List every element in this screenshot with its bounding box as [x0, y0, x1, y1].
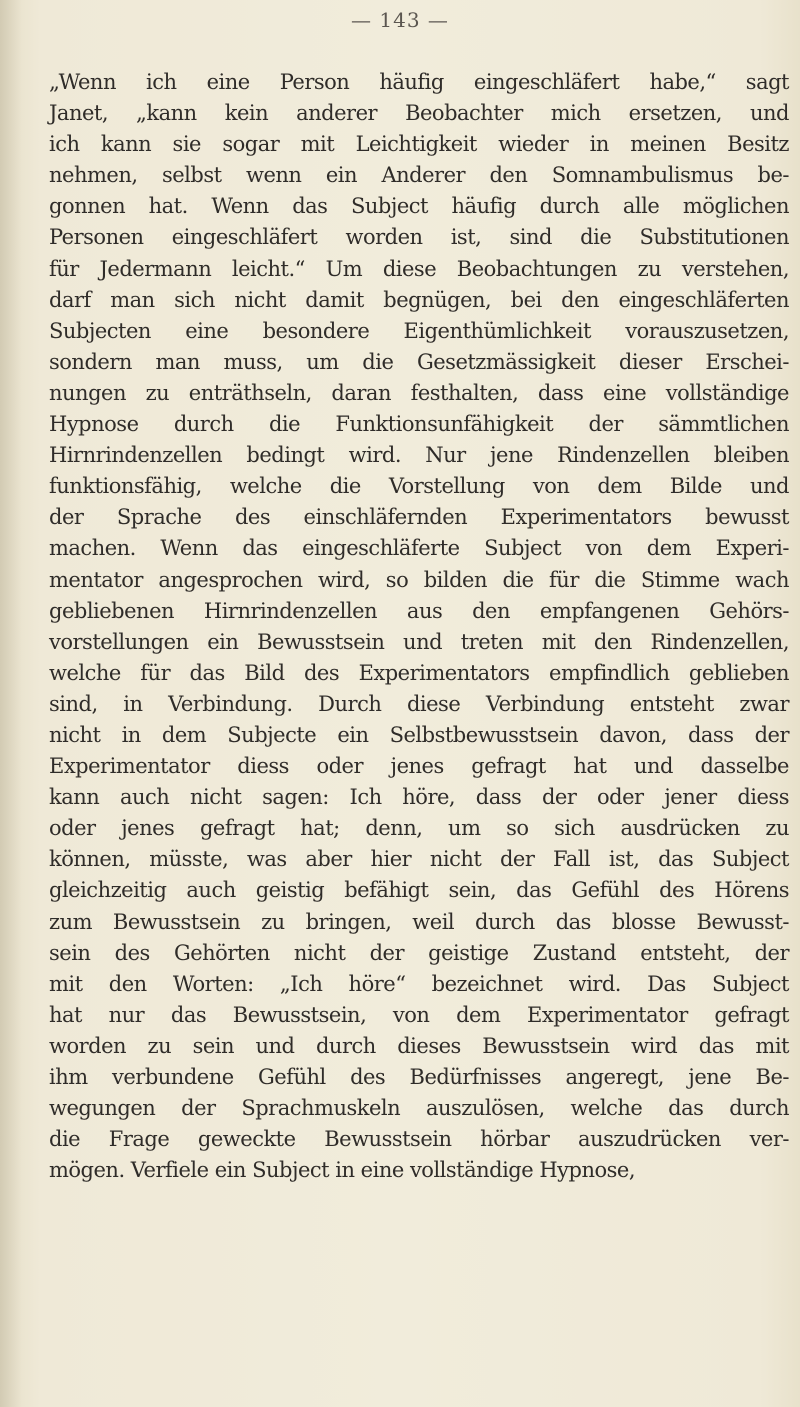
text-line: Personen eingeschläfert worden ist, sind die Substitutionen	[49, 225, 789, 250]
text-line: ihm verbundene Gefühl des Bedürfnisses angeregt, jene Be-	[49, 1065, 789, 1089]
text-line: Subjecten eine besondere Eigenthümlichkeit vorauszusetzen,	[49, 318, 789, 343]
text-line: nicht in dem Subjecte ein Selbstbewusstsein davon, dass der	[49, 722, 789, 747]
body-text	[49, 67, 789, 1186]
text-line: sein des Gehörten nicht der geistige Zustand entsteht, der	[49, 940, 789, 965]
text-line: darf man sich nicht damit begnügen, bei den eingeschläferten	[49, 287, 789, 312]
text-line: Janet, „kann kein anderer Beobachter mich ersetzen, und	[49, 101, 789, 126]
text-line: vorstellungen ein Bewusstsein und treten mit den Rindenzellen,	[49, 629, 789, 654]
text-line: für Jedermann leicht.“ Um diese Beobachtungen zu verstehen,	[49, 256, 789, 281]
text-line: Experimentator diess oder jenes gefragt hat und dasselbe	[49, 754, 789, 779]
text-line: die Frage geweckte Bewusstsein hörbar auszudrücken ver-	[49, 1127, 789, 1152]
text-line: nungen zu enträthseln, daran festhalten, dass eine vollständige	[49, 380, 789, 405]
text-line: Hypnose durch die Funktionsunfähigkeit der sämmtlichen	[49, 412, 789, 437]
text-line: mögen. Verfiele ein Subject in eine vollständige Hypnose,	[49, 1158, 636, 1183]
text-line: der Sprache des einschläfernden Experimentators bewusst	[49, 505, 789, 530]
text-line: ich kann sie sogar mit Leichtigkeit wieder in meinen Besitz	[49, 132, 789, 157]
text-line: wegungen der Sprachmuskeln auszulösen, welche das durch	[49, 1096, 789, 1121]
text-line: gebliebenen Hirnrindenzellen aus den empfangenen Gehörs-	[49, 598, 789, 623]
text-line: Hirnrindenzellen bedingt wird. Nur jene Rindenzellen bleiben	[49, 443, 789, 468]
text-line: funktionsfähig, welche die Vorstellung von dem Bilde und	[49, 474, 789, 499]
page-gutter-shadow	[0, 0, 22, 1407]
text-line: oder jenes gefragt hat; denn, um so sich ausdrücken zu	[49, 816, 789, 841]
text-line: worden zu sein und durch dieses Bewusstsein wird das mit	[49, 1033, 789, 1058]
text-line: hat nur das Bewusstsein, von dem Experimentator gefragt	[49, 1002, 789, 1027]
text-line: mentator angesprochen wird, so bilden die für die Stimme wach	[49, 567, 789, 592]
text-line: „Wenn ich eine Person häufig eingeschläfert habe,“ sagt	[49, 70, 789, 94]
text-line: sondern man muss, um die Gesetzmässigkeit dieser Erschei-	[49, 349, 789, 374]
text-line: kann auch nicht sagen: Ich höre, dass der oder jener diess	[49, 785, 789, 810]
text-line: sind, in Verbindung. Durch diese Verbindung entsteht zwar	[49, 691, 789, 716]
text-line: mit den Worten: „Ich höre“ bezeichnet wird. Das Subject	[49, 971, 789, 996]
text-line: können, müsste, was aber hier nicht der Fall ist, das Subject	[49, 847, 789, 872]
text-line: gleichzeitig auch geistig befähigt sein, das Gefühl des Hörens	[49, 878, 789, 903]
text-line: gonnen hat. Wenn das Subject häufig durch alle möglichen	[49, 194, 789, 219]
text-line: nehmen, selbst wenn ein Anderer den Somnambulismus be-	[49, 163, 789, 188]
text-line: zum Bewusstsein zu bringen, weil durch das blosse Bewusst-	[49, 909, 789, 934]
page-number: — 143 —	[351, 8, 449, 32]
text-line: machen. Wenn das eingeschläferte Subject von dem Experi-	[49, 536, 789, 561]
text-line: welche für das Bild des Experimentators empfindlich geblieben	[49, 660, 789, 685]
